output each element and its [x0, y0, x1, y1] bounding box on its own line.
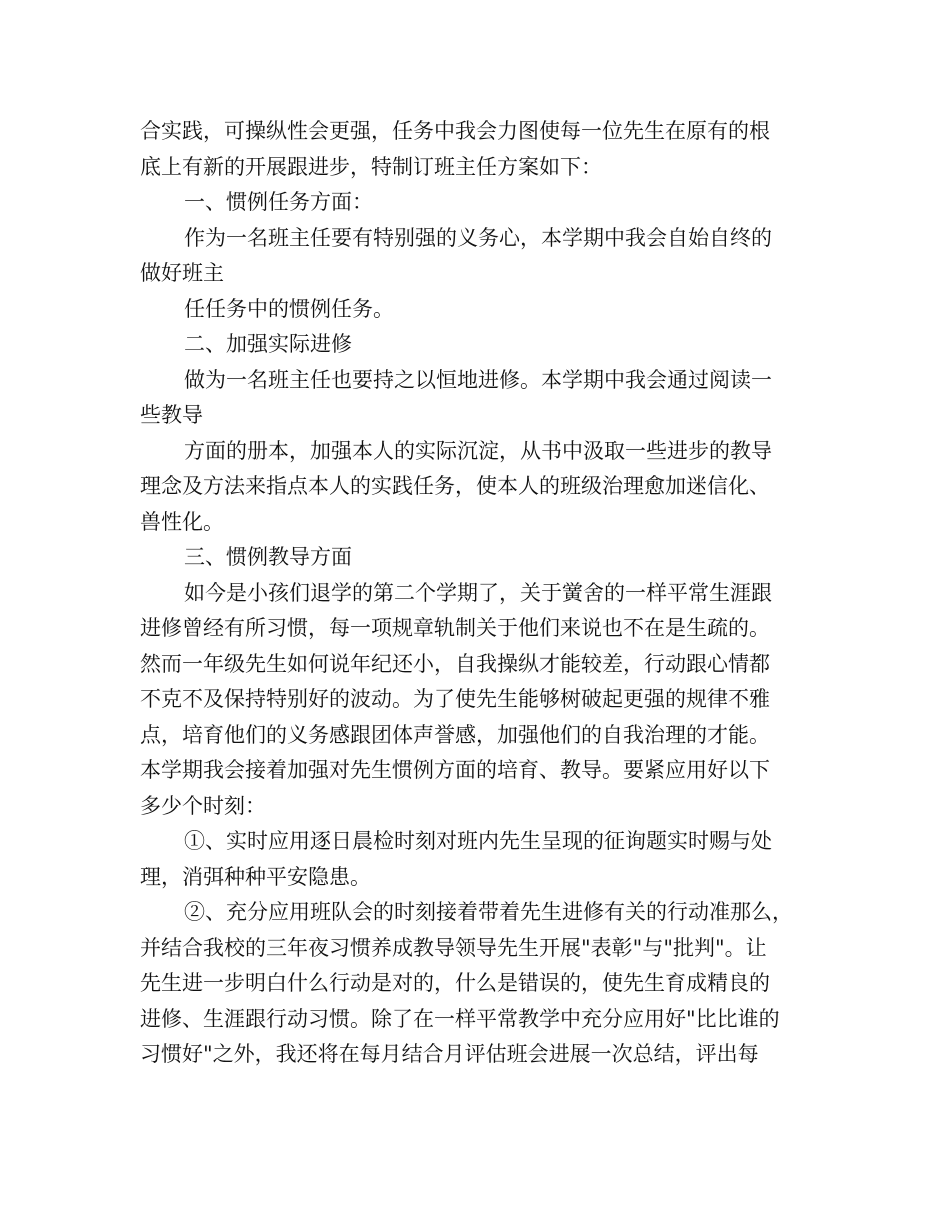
document-line: 并结合我校的三年夜习惯养成教导领导先生开展"表彰"与"批判"。让 — [140, 935, 767, 960]
document-line: 三、惯例教导方面 — [184, 545, 352, 569]
document-line: 些教导 — [140, 403, 203, 427]
document-line: 底上有新的开展跟进步，特制订班主任方案如下： — [140, 154, 602, 179]
document-line: 做好班主 — [140, 261, 224, 285]
document-line: 作为一名班主任要有特别强的义务心，本学期中我会自始自终的 — [184, 225, 772, 250]
document-line: 任任务中的惯例任务。 — [184, 296, 394, 321]
document-line: 兽性化。 — [140, 509, 224, 534]
document-line: 如今是小孩们退学的第二个学期了，关于黉舍的一样平常生涯跟 — [184, 580, 772, 605]
document-line: ②、充分应用班队会的时刻接着带着先生进修有关的行动准那么， — [184, 900, 793, 924]
document-line: 进修曾经有所习惯，每一项规章轨制关于他们来说也不在是生疏的。 — [140, 616, 770, 640]
document-line: 习惯好"之外，我还将在每月结合月评估班会进展一次总结，评出每 — [140, 1042, 759, 1066]
document-line: 多少个时刻： — [140, 793, 266, 818]
document-line: 一、惯例任务方面： — [184, 190, 373, 214]
document-line: 做为一名班主任也要持之以恒地进修。本学期中我会通过阅读一 — [184, 367, 772, 392]
document-line: 方面的册本，加强本人的实际沉淀，从书中汲取一些进步的教导 — [184, 438, 772, 463]
document-line: 然而一年级先生如何说年纪还小，自我操纵才能较差，行动跟心情都 — [140, 651, 770, 676]
document-line: 先生进一步明白什么行动是对的，什么是错误的，使先生育成精良的 — [140, 971, 770, 995]
document-line: 二、加强实际进修 — [184, 332, 352, 356]
document-line: 不克不及保持特别好的波动。为了使先生能够树破起更强的规律不雅 — [140, 687, 770, 711]
document-line: 点，培育他们的义务感跟团体声誉感，加强他们的自我治理的才能。 — [140, 722, 770, 747]
document-line: 进修、生涯跟行动习惯。除了在一样平常教学中充分应用好"比比谁的 — [140, 1006, 780, 1031]
document-line: 理念及方法来指点本人的实践任务，使本人的班级治理愈加迷信化、 — [140, 474, 770, 498]
document-line: 本学期我会接着加强对先生惯例方面的培育、教导。要紧应用好以下 — [140, 758, 770, 782]
document-line: 理，消弭种种平安隐患。 — [140, 864, 371, 889]
document-line: 合实践，可操纵性会更强，任务中我会力图使每一位先生在原有的根 — [140, 119, 770, 143]
document-line: ①、实时应用逐日晨检时刻对班内先生呈现的征询题实时赐与处 — [184, 829, 772, 853]
document-body — [140, 114, 815, 1073]
